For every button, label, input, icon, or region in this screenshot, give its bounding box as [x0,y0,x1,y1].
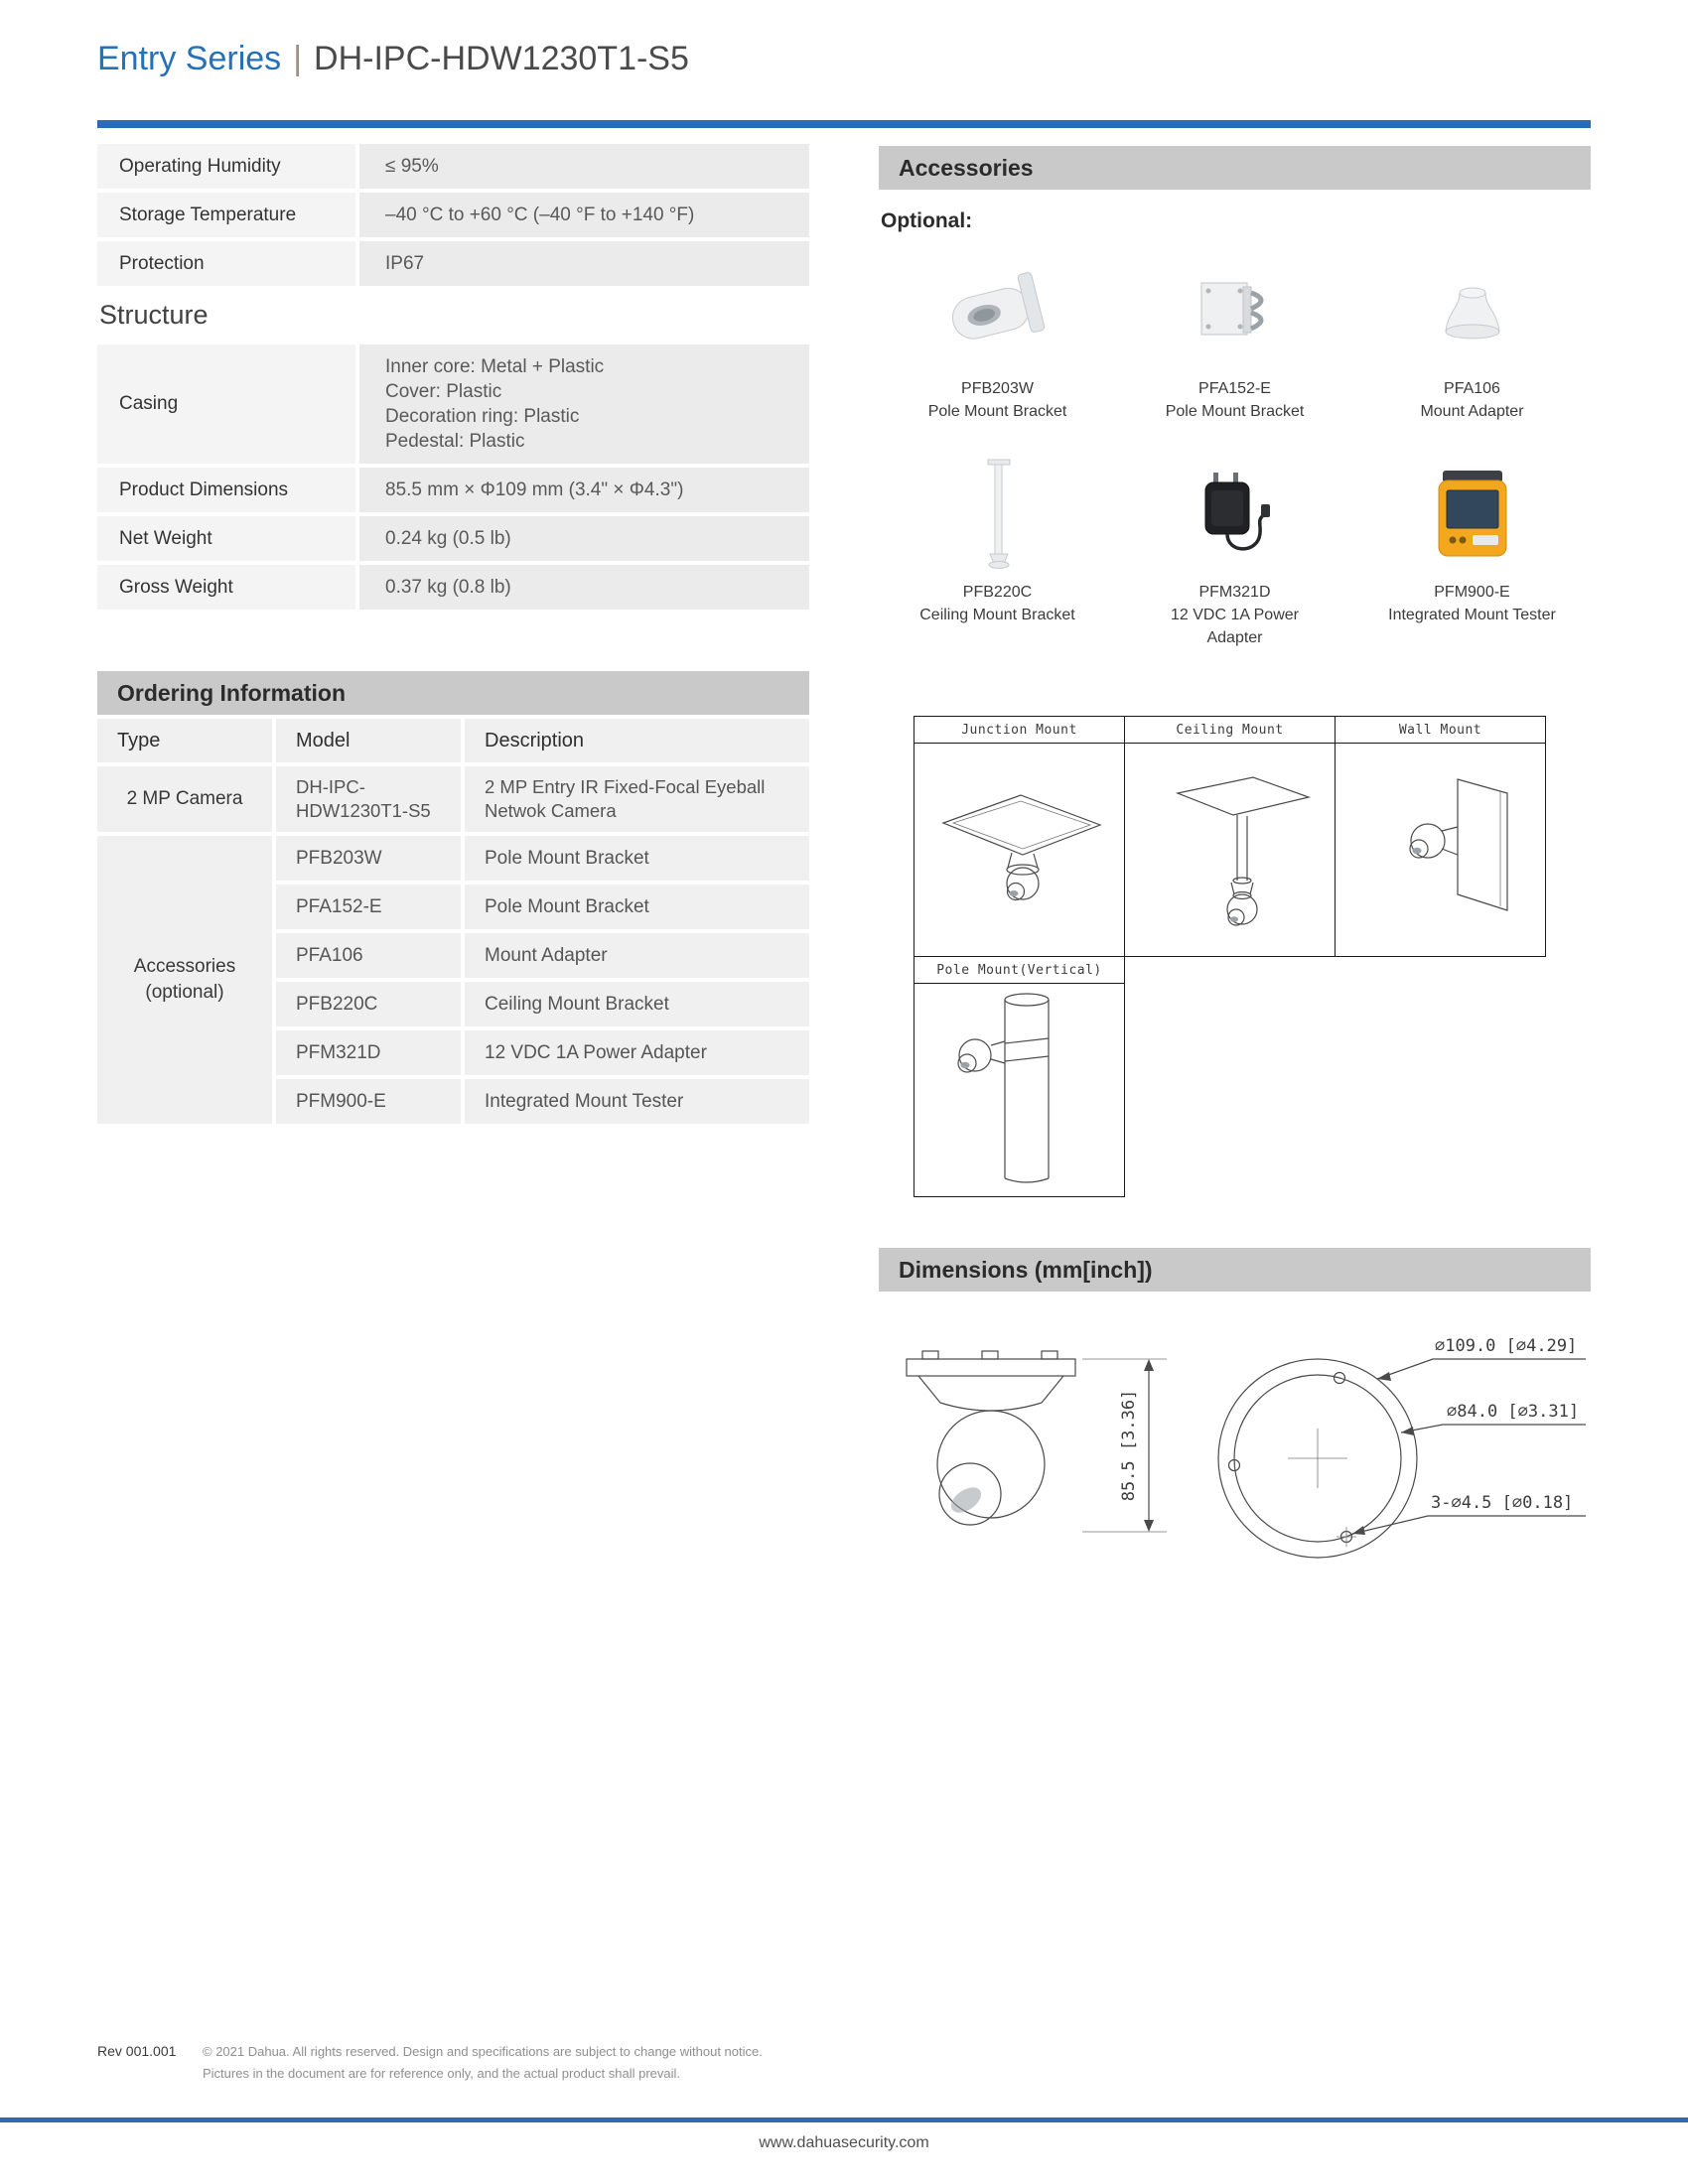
footer-rule [0,2117,1688,2122]
camera-description-cell: 2 MP Entry IR Fixed-Focal Eyeball Netwok Camera [465,766,809,832]
dimensions-drawing [879,1305,1591,1603]
accessories-title-bar: Accessories [879,146,1591,190]
series-name: Entry Series [97,40,282,77]
spec-value: 0.37 kg (0.8 lb) [359,565,809,610]
accessory-item [1353,447,1591,649]
accessories-grid [879,243,1591,649]
model-cell: PFA152-E [276,885,461,929]
mount-diagrams [914,716,1546,1197]
pole-mount-bracket-icon [1176,251,1295,370]
accessory-model: PFM321D [1198,584,1271,601]
accessories-section [879,146,1591,649]
mount-table-top [914,716,1546,957]
spec-label: Storage Temperature [97,193,355,237]
model-cell: PFB220C [276,982,461,1026]
mount-adapter-icon [1413,251,1532,370]
dimensions-figure [879,1305,1591,1608]
table-row [97,344,809,464]
description-cell: Integrated Mount Tester [465,1079,809,1124]
description-cell: Ceiling Mount Bracket [465,982,809,1026]
table-row [97,144,809,189]
screw-holes-label: 3-∅4.5 [∅0.18] [1431,1493,1574,1513]
spec-value [359,344,809,464]
inner-diameter-label: ∅84.0 [∅3.31] [1447,1402,1580,1422]
camera-model-cell: DH-IPC-HDW1230T1-S5 [276,766,461,832]
description-cell: Pole Mount Bracket [465,885,809,929]
accessory-name: Pole Mount Bracket [927,403,1067,420]
ordering-information [97,671,809,1124]
height-dimension-label: 85.5 [3.36] [1119,1389,1139,1502]
mount-table-bottom [914,956,1125,1197]
mount-label: Pole Mount(Vertical) [914,957,1125,984]
accessory-model: PFA106 [1444,380,1500,397]
spec-label: Product Dimensions [97,468,355,512]
description-cell: Pole Mount Bracket [465,836,809,881]
pole-mount-bracket-image [1176,243,1295,377]
wall-mount-drawing [1336,744,1544,951]
casing-line: Cover: Plastic [385,381,502,402]
wall-mount-cell [1336,744,1546,957]
mount-label: Ceiling Mount [1125,717,1336,744]
spec-value: 85.5 mm × Φ109 mm (3.4" × Φ4.3") [359,468,809,512]
accessory-model: PFB203W [961,380,1034,397]
outer-diameter-label: ∅109.0 [∅4.29] [1435,1336,1578,1356]
table-row [97,565,809,610]
model-cell: PFB203W [276,836,461,881]
spec-value: –40 °C to +60 °C (–40 °F to +140 °F) [359,193,809,237]
spec-label: Casing [97,344,355,464]
mount-tester-icon [1413,455,1532,574]
model-cell: PFA106 [276,933,461,978]
title-divider: | [293,40,303,77]
casing-line: Inner core: Metal + Plastic [385,356,605,377]
table-row [97,241,809,286]
copyright-line: Pictures in the document are for reference only, and the actual product shall prevail. [203,2066,681,2081]
description-cell: Mount Adapter [465,933,809,978]
table-row [97,193,809,237]
mount-tester-image [1413,447,1532,581]
spec-value: 0.24 kg (0.5 lb) [359,516,809,561]
mount-adapter-image [1413,243,1532,377]
casing-line: Pedestal: Plastic [385,431,525,452]
casing-line: Decoration ring: Plastic [385,406,580,427]
copyright-text [203,2041,763,2085]
mount-label: Junction Mount [914,717,1125,744]
table-row [97,468,809,512]
accessory-name: Mount Adapter [1420,403,1524,420]
website-link[interactable]: www.dahuasecurity.com [759,2134,929,2151]
optional-label: Optional: [881,209,973,232]
mount-label: Wall Mount [1336,717,1546,744]
spec-value: ≤ 95% [359,144,809,189]
column-header-model: Model [276,719,461,762]
junction-mount-cell [914,744,1125,957]
wall-mount-bracket-image [938,243,1057,377]
model-cell: PFM321D [276,1030,461,1075]
accessory-item [879,447,1116,649]
ceiling-mount-bracket-icon [938,450,1057,579]
ceiling-mount-drawing [1126,744,1334,951]
junction-mount-drawing [915,744,1123,951]
accessory-name: Pole Mount Bracket [1165,403,1305,420]
model-cell: PFM900-E [276,1079,461,1124]
wall-mount-bracket-icon [938,251,1057,370]
model-number: DH-IPC-HDW1230T1-S5 [314,40,689,77]
accessory-name: 12 VDC 1A Power Adapter [1171,607,1299,646]
spec-table [97,144,809,614]
accessory-item [1116,243,1353,423]
spec-label: Operating Humidity [97,144,355,189]
camera-type-cell: 2 MP Camera [97,766,272,832]
accessories-type-cell [97,836,272,1124]
ceiling-mount-bracket-image [938,447,1057,581]
ordering-title-bar: Ordering Information [97,671,809,715]
column-header-type: Type [97,719,272,762]
spec-label: Protection [97,241,355,286]
column-header-description: Description [465,719,809,762]
spec-value: IP67 [359,241,809,286]
power-adapter-image [1176,447,1295,581]
accessory-model: PFA152-E [1198,380,1271,397]
pole-mount-vertical-cell [914,984,1125,1197]
page-title [97,40,689,78]
description-cell: 12 VDC 1A Power Adapter [465,1030,809,1075]
section-heading-structure: Structure [99,300,209,330]
table-row [97,516,809,561]
accessory-model: PFB220C [962,584,1033,601]
accessories-type-line: (optional) [145,982,224,1003]
spec-label: Gross Weight [97,565,355,610]
header-rule [97,120,1591,128]
revision-label: Rev 001.001 [97,2043,177,2059]
accessory-item [1353,243,1591,423]
ceiling-mount-cell [1125,744,1336,957]
dimensions-title-bar: Dimensions (mm[inch]) [879,1248,1591,1292]
ordering-table [97,719,809,1124]
accessory-model: PFM900-E [1434,584,1510,601]
pole-mount-vertical-drawing [915,984,1123,1191]
accessory-name: Ceiling Mount Bracket [919,607,1075,623]
power-adapter-icon [1176,455,1295,574]
spec-label: Net Weight [97,516,355,561]
accessories-type-line: Accessories [133,956,236,977]
accessory-name: Integrated Mount Tester [1388,607,1556,623]
accessory-item [1116,447,1353,649]
accessory-item [879,243,1116,423]
copyright-line: © 2021 Dahua. All rights reserved. Design and specifications are subject to change without notice. [203,2044,763,2059]
